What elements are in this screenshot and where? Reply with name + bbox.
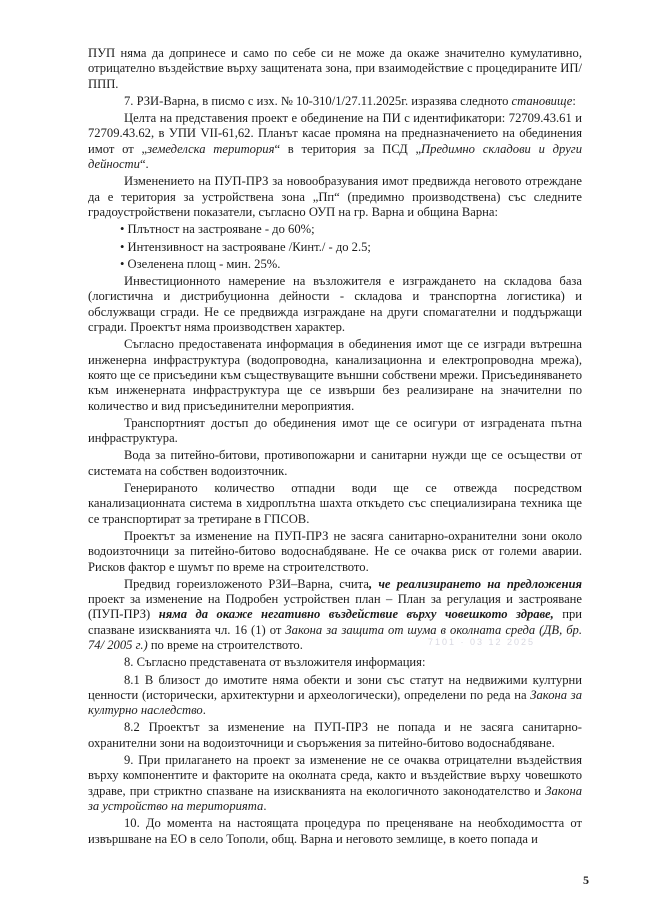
paragraph bbox=[88, 529, 582, 575]
paragraph bbox=[88, 720, 582, 751]
emphasized-text: земеделска територия bbox=[147, 141, 275, 156]
text-run: • Озеленена площ - мин. 25%. bbox=[120, 256, 281, 271]
text-run: 8.1 В близост до имотите няма обекти и зони със статут на недвижими културни ценности (исторически, архитектурни и археологически), определени по реда на bbox=[88, 672, 582, 702]
paragraph bbox=[88, 111, 582, 172]
emphasized-text: Закона за културно наследство bbox=[88, 687, 582, 718]
text-run: проект за изменение на Подробен устройствен план – План за регулация и застрояване (ПУП-ПРЗ) bbox=[88, 592, 582, 622]
text-run: Транспортният достъп до обединения имот ще се осигури от изградената пътна инфраструктура. bbox=[88, 415, 582, 446]
paragraph bbox=[88, 673, 582, 719]
paragraph bbox=[88, 481, 582, 527]
text-run: : bbox=[572, 93, 576, 108]
paragraph bbox=[88, 753, 582, 814]
paragraph bbox=[88, 174, 582, 220]
text-run: Изменението на ПУП-ПРЗ за новообразувания имот предвижда неговото отреждане да е територия за устройствена зона „Пп“ (предимно производствена) със следните градоустройствени показатели, съгласно ОУП на гр. Варна и община Варна: bbox=[88, 174, 582, 219]
paragraph bbox=[88, 94, 582, 109]
text-run: Инвестиционното намерение на възложителя е изграждането на складова база (логистична и дистрибуционна дейности - складова и транспортна логистика) и обслужващи сгради. Не се предвижда изграждане на други спомагателни и поддържащи сгради. Проектът няма производствен характер. bbox=[88, 274, 582, 335]
bullet-item bbox=[88, 257, 582, 272]
paragraph bbox=[88, 816, 582, 847]
paragraph bbox=[88, 337, 582, 413]
bullet-item bbox=[88, 222, 582, 237]
emphasized-text: Предимно складови и други дейности bbox=[88, 141, 582, 172]
text-run: Съгласно предоставената информация в обединения имот ще се изгради вътрешна инженерна инфраструктура (водопроводна, канализационна и електропроводна мрежа), която ще се присъедини към съществуващите външни собствени мрежи. Присъединяването към инженерната инфраструктура ще се извърши без реализиране на значителни по количество и вид присъединителни мероприятия. bbox=[88, 337, 582, 413]
text-run: 8. Съгласно представената от възложителя информация: bbox=[124, 655, 426, 670]
text-run: 10. До момента на настоящата процедура по преценяване на необходимостта от извършване на ЕО в село Тополи, общ. Варна и неговото землище, в което попада и bbox=[88, 816, 582, 846]
emphasized-text: , че реализирането на предложения bbox=[368, 576, 582, 591]
emphasized-text: Закона за защита от шума в околната среда (ДВ, бр. 74/ 2005 г.) bbox=[88, 622, 583, 652]
text-run: • Интензивност на застрояване /Кинт./ - до 2.5; bbox=[120, 239, 371, 254]
text-run: . bbox=[202, 703, 206, 718]
page-number: 5 bbox=[583, 873, 589, 887]
text-run: ПУП няма да допринесе и само по себе си не може да окаже значително кумулативно, отрицателно въздействие върху защитената зона, при взаимодействие с процедираните ИП/ППП. bbox=[88, 46, 582, 91]
emphasized-text: Закона за устройство на територията bbox=[88, 783, 582, 813]
text-run: 9. При прилагането на проект за изменение не се очаква отрицателни въздействия върху компонентите и факторите на околната среда, както и въздействие върху човешкото здраве, при стриктно спазване на изискванията на екологичното законодателство и bbox=[88, 753, 582, 798]
text-run: 7. РЗИ-Варна, в писмо с изх. № 10-310/1/27.11.2025г. изразява следното bbox=[124, 93, 512, 108]
emphasized-text: становище bbox=[511, 93, 573, 108]
document-page bbox=[88, 46, 582, 849]
emphasized-text: няма да окаже негативно въздействие върху човешкото здраве, bbox=[158, 607, 554, 622]
paragraph bbox=[88, 655, 582, 670]
paragraph bbox=[88, 274, 582, 335]
paragraph bbox=[88, 46, 582, 92]
text-run: . bbox=[263, 798, 267, 813]
text-run: “. bbox=[139, 157, 149, 172]
text-run: 8.2 Проектът за изменение на ПУП-ПРЗ не попада и не засяга санитарно-охранителни зони на водоизточници и съоръжения за питейно-битово водоснабдяване. bbox=[88, 720, 582, 750]
paragraph bbox=[88, 448, 582, 479]
text-run: по време на строителството. bbox=[147, 637, 303, 652]
text-run: Проектът за изменение на ПУП-ПРЗ не засяга санитарно-охранителни зони около водоизточници за питейно-битово водоснабдяване. Не се очаква риск от големи аварии. Рисков фактор е шумът по време на строителството. bbox=[88, 528, 582, 574]
text-run: при спазване изискванията чл. 16 (1) от bbox=[88, 607, 582, 637]
faint-stamp: 7101 · 03 12 2025 bbox=[428, 637, 536, 647]
text-run: “ в територия за ПСД „ bbox=[274, 141, 422, 156]
text-run: Генерираното количество отпадни води ще се отвежда посредством канализационната система в хидроплътна шахта откъдето със специализирана техника ще се транспортират за третиране в ГПСОВ. bbox=[88, 481, 582, 526]
bullet-item bbox=[88, 240, 582, 255]
text-run: • Плътност на застрояване - до 60%; bbox=[120, 222, 315, 237]
text-run: Целта на представения проект е обединение на ПИ с идентификатори: 72709.43.61 и 72709.43.62, в УПИ VII-61,62. Планът касае промяна на предназначението на обединения имот от „ bbox=[88, 111, 582, 156]
paragraph bbox=[88, 416, 582, 447]
text-run: Вода за питейно-битови, противопожарни и санитарни нужди ще се осъществи от системата на собствен водоизточник. bbox=[88, 448, 582, 478]
text-run: Предвид гореизложеното РЗИ–Варна, счита bbox=[124, 576, 369, 591]
